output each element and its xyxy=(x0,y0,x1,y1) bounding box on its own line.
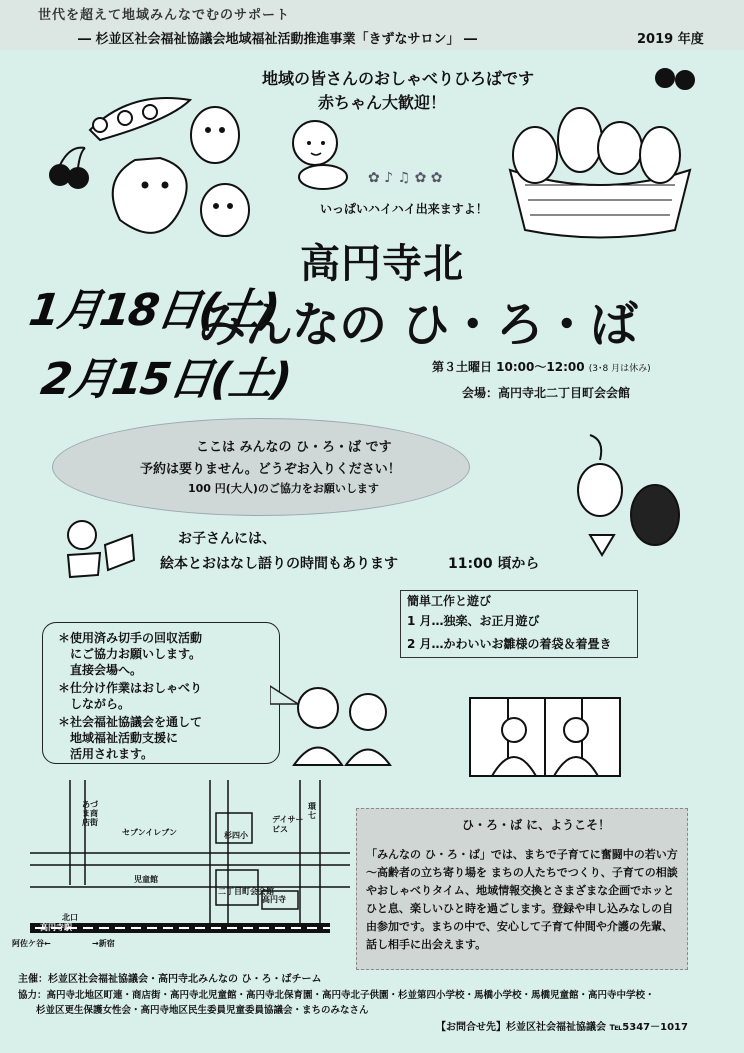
map-azuma: あづま商店街 xyxy=(82,800,98,827)
svg-text:✿ ♪ ♫ ✿ ✿: ✿ ♪ ♫ ✿ ✿ xyxy=(368,170,443,186)
time-note: (3･8 月は休み) xyxy=(588,364,651,374)
footer-host xyxy=(18,970,321,985)
map-north-exit: 北口 xyxy=(62,913,78,922)
tagline: 世代を超えて地域みんなでむのサポート xyxy=(38,8,291,23)
map-station: 高円寺駅 xyxy=(40,923,72,932)
event-title-line-2: みんなの ひ・ろ・ば xyxy=(198,297,637,353)
map-school: 杉四小 xyxy=(224,831,248,840)
intro-line-2: 赤ちゃん大歓迎！ xyxy=(318,93,447,112)
storytelling-child-illustration xyxy=(60,515,140,580)
welcome-body: 「みんなの ひ・ろ・ば」では、まちで子育てに奮闘中の若い方～高齢者の立ち寄り場を まちの人たちでつくり、子育ての相談やおしゃべりタイム、地域情報交換とさまざまな企画でホッとひと息、楽しいひと時を過ごします。登録や申し込みなしの自由参加です。まちの中で、安心して子育て仲間や介護の先輩、話し相手に出会えます。 xyxy=(366,848,678,951)
map-seven: セブンイレブン xyxy=(122,828,177,837)
map-asagaya: 阿佐ケ谷← xyxy=(12,939,51,948)
note-2b: しながら。 xyxy=(70,697,131,711)
note-1a: ＊使用済み切手の回収活動 xyxy=(58,631,203,645)
welcome-heading: ひ・ろ・ば に、ようこそ！ xyxy=(462,818,611,832)
crafts-item-1: 1 月…独楽、お正月遊び xyxy=(407,614,540,628)
footer-coop xyxy=(18,987,738,1001)
map-day-service: デイサービス xyxy=(272,815,304,834)
kids-line-1: お子さんには、 xyxy=(178,531,276,547)
note-3b: 地域福祉活動支援に xyxy=(70,731,179,745)
map-temple: 高円寺 xyxy=(262,895,286,904)
food-characters-illustration xyxy=(40,60,280,250)
program-subtitle: ― 杉並区社会福祉協議会地域福祉活動推進事業「きずなサロン」 ― xyxy=(78,32,478,47)
coop-line-1: 高円寺北地区町連・商店街・高円寺北児童館・高円寺北保育園・高円寺北子供園・杉並第四小学校・馬橋小学校・馬橋児童館・高円寺中学校・ xyxy=(46,990,655,1001)
music-notes-icon xyxy=(366,162,456,192)
note-3c: 活用されます。 xyxy=(70,747,154,761)
event-venue: 会場：高円寺北二丁目町会会館 xyxy=(462,386,631,400)
oval-line-2: 予約は要りません。どうぞお入りください！ xyxy=(140,462,401,477)
crafts-item-2: 2 月…かわいいお雛様の着袋＆着畳き xyxy=(407,637,612,651)
kids-line-2: 絵本とおはなし語りの時間もあります xyxy=(160,556,398,572)
map-jido: 児童館 xyxy=(134,875,158,884)
cats-spinning-top-illustration xyxy=(560,430,690,560)
oval-line-1: ここは みんなの ひ・ろ・ば です xyxy=(196,440,392,455)
map-hall: 二丁目町会会館 xyxy=(218,887,274,896)
event-date-1: 1月18日(土) xyxy=(25,285,282,336)
oval-line-3: 100 円(大人)のご協力をお願いします xyxy=(188,482,379,495)
access-map xyxy=(30,775,350,950)
hina-dolls-illustration xyxy=(452,690,638,782)
note-2a: ＊仕分け作業はおしゃべり xyxy=(58,681,203,695)
intro-line-1: 地域の皆さんのおしゃべりひろばです xyxy=(262,69,535,88)
map-shinjuku: →新宿 xyxy=(92,939,115,948)
fiscal-year: 2019 年度 xyxy=(637,32,704,47)
coop-label: 協力： xyxy=(18,990,47,1001)
note-3a: ＊社会福祉協議会を通して xyxy=(58,715,203,729)
map-kan7: 環七 xyxy=(308,802,316,820)
coop-line-2: 杉並区更生保護女性会・高円寺地区民生委員児童委員協議会・まちのみなさん xyxy=(36,1005,369,1016)
note-1c: 直接会場へ。 xyxy=(70,663,143,677)
elderly-couple-illustration xyxy=(288,680,398,766)
event-time: 第３土曜日 10:00～12:00 (3･8 月は休み) xyxy=(432,360,651,374)
event-title-line-1: 高円寺北 xyxy=(300,241,464,287)
note-1b: にご協力お願いします。 xyxy=(70,647,202,661)
event-date-2: 2月15日(土) xyxy=(37,354,294,405)
kids-time: 11:00 頃から xyxy=(448,556,540,572)
crawl-caption: いっぱいハイハイ出来ますよ！ xyxy=(320,202,488,216)
host-label: 主催： xyxy=(18,974,48,985)
crawling-baby-illustration xyxy=(285,115,355,195)
host-text: 杉並区社会福祉協議会・高円寺北みんなの ひ・ろ・ばチーム xyxy=(48,974,322,985)
crafts-heading: 簡単工作と遊び xyxy=(407,594,492,608)
footer-contact: 【お問合せ先】杉並区社会福祉協議会 ℡5347－1017 xyxy=(436,1022,688,1033)
